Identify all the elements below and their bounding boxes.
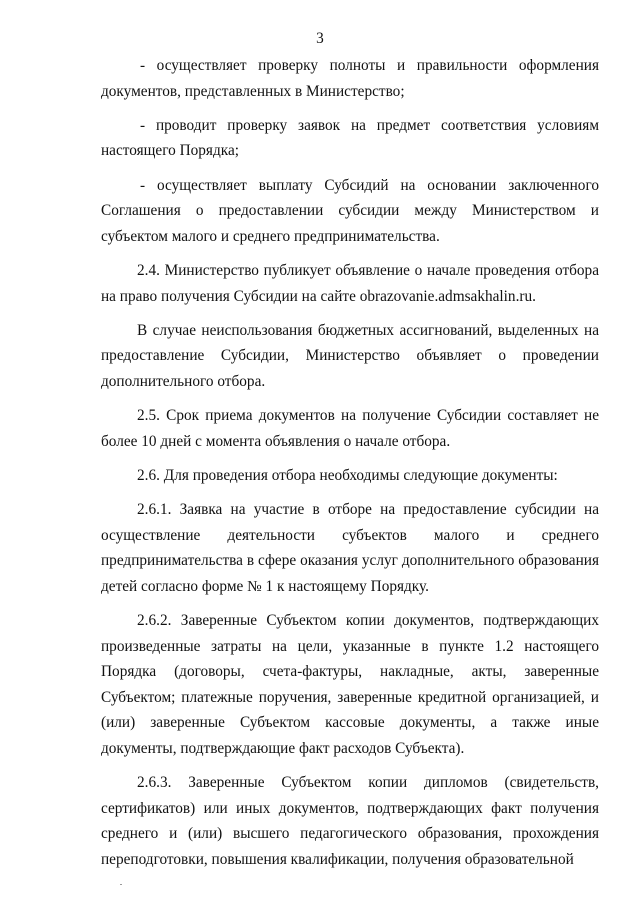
page-number: 3 (316, 30, 324, 47)
paragraph-2-6-1: 2.6.1. Заявка на участие в отборе на предоставление субсидии на осуществление деятельности субъектов малого и среднего предпринимательства в сфере оказания услуг дополнительного образования детей согласно форме № 1 к настоящему Порядку. (101, 501, 599, 595)
document-body (101, 53, 599, 881)
paragraph-2-6: 2.6. Для проведения отбора необходимы следующие документы: (137, 466, 558, 484)
paragraph-2-6-2: 2.6.2. Заверенные Субъектом копии документов, подтверждающих произведенные затраты на цели, указанные в пункте 1.2 настоящего Порядка (договоры, счета-фактуры, накладные, акты, заверенные Субъектом; платежные поручения, заверенные кредитной организацией, и (или) заверенные Субъектом кассовые документы, а также иные документы, подтверждающие факт расходов Субъекта). (101, 612, 599, 757)
paragraph-2-4: 2.4. Министерство публикует объявление о начале проведения отбора на право получения Субсидии на сайте obrazovanie.admsakhalin.ru. (101, 261, 599, 305)
paragraph-2-5: 2.5. Срок приема документов на получение Субсидии составляет не более 10 дней с момента объявления о начале отбора. (101, 407, 599, 450)
paragraph-check-applications: - проводит проверку заявок на предмет соответствия условиям настоящего Порядка; (101, 116, 599, 160)
paragraph-2-6-3: 2.6.3. Заверенные Субъектом копии дипломов (свидетельств, сертификатов) или иных документов, подтверждающих факт получения среднего и (или) высшего педагогического образования, прохождения переподготовки, повышения квалификации, получения образовательной (101, 774, 599, 868)
paragraph-pay-subsidies: - осуществляет выплату Субсидий на основании заключенного Соглашения о предоставлении субсидии между Министерством и субъектом малого и среднего предпринимательства. (101, 176, 599, 245)
paragraph-additional-selection: В случае неиспользования бюджетных ассигнований, выделенных на предоставление Субсидии, Министерство объявляет о проведении дополнительного отбора. (101, 321, 599, 390)
scan-artifact (120, 884, 122, 885)
paragraph-check-documents: - осуществляет проверку полноты и правильности оформления документов, представленных в Министерство; (101, 57, 599, 100)
